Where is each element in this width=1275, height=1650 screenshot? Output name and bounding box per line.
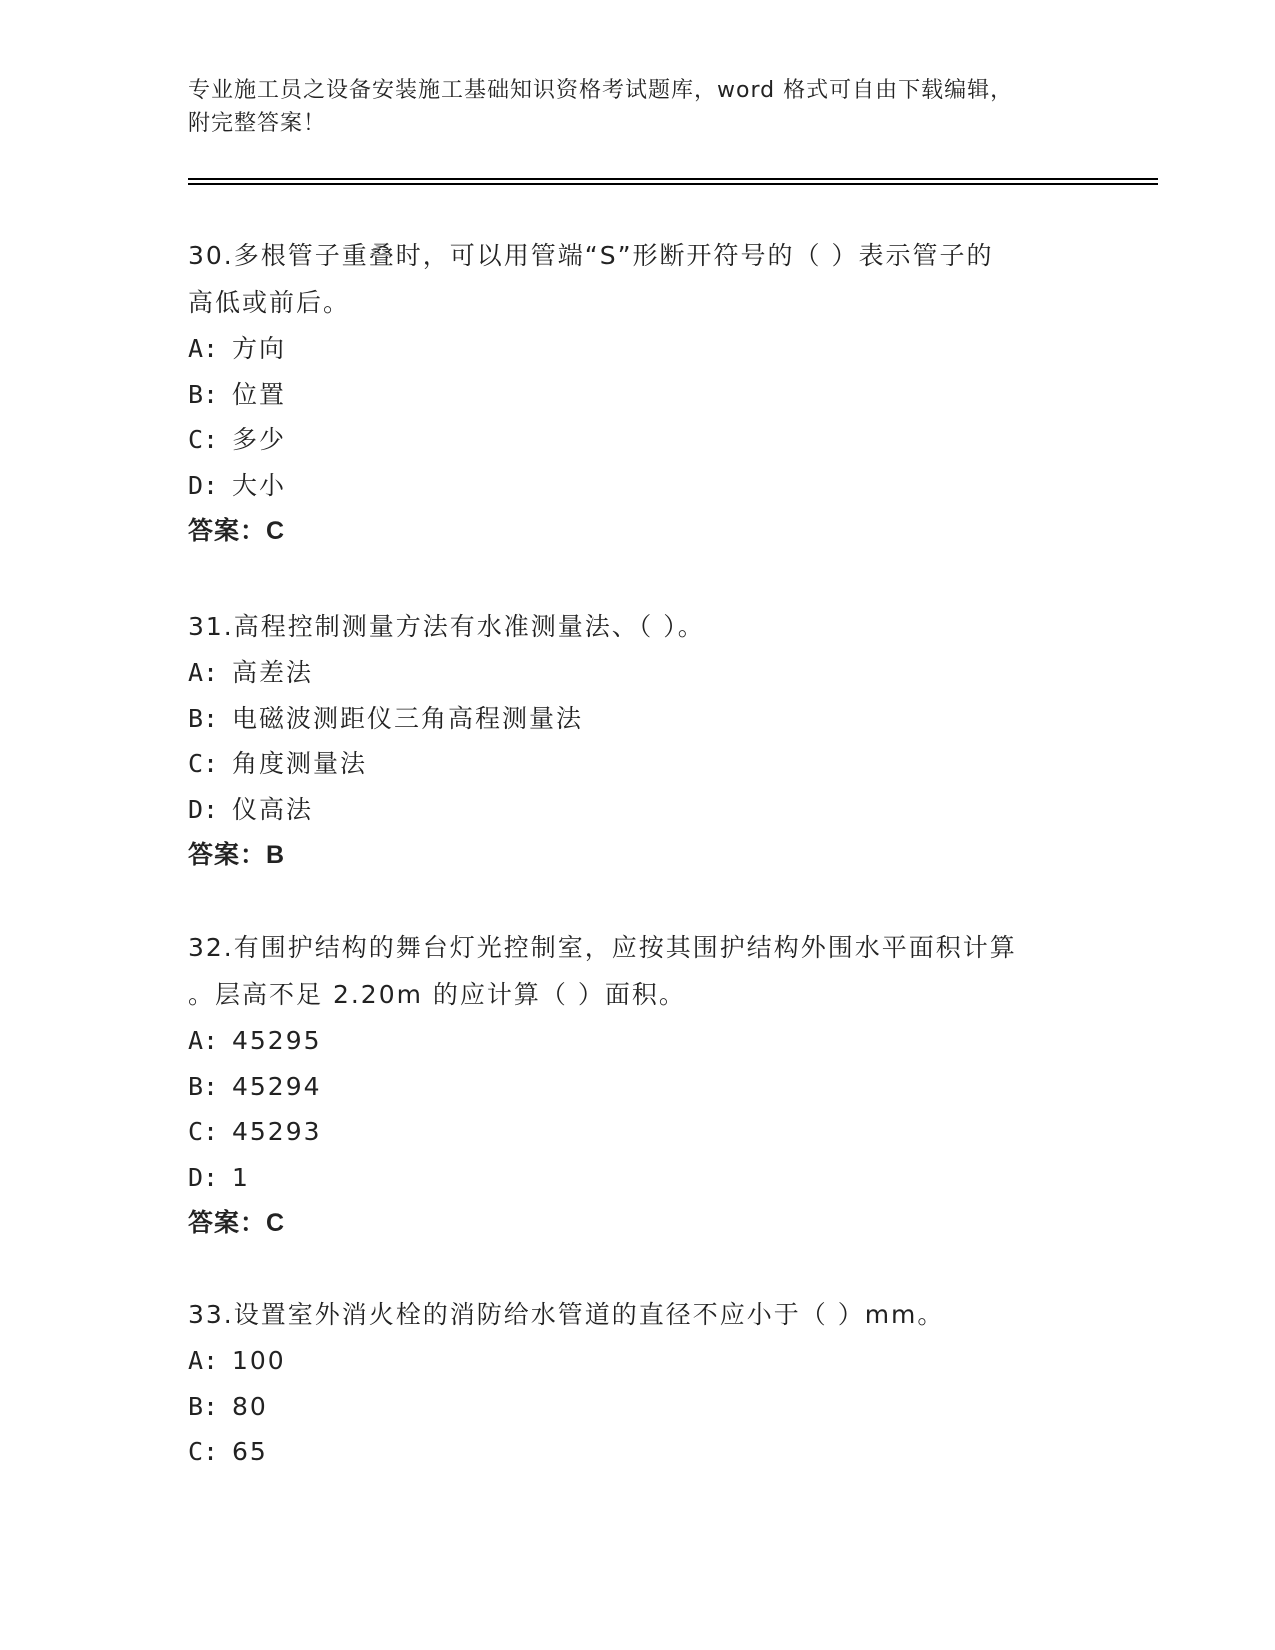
option-d (188, 787, 1088, 833)
option-text: 大小 (232, 470, 287, 500)
answer-label: 答案：C (188, 1209, 286, 1237)
option-text: 高差法 (232, 658, 314, 687)
option-letter: B: (188, 1391, 219, 1421)
option-letter: A: (188, 334, 219, 363)
document-header (188, 74, 1078, 140)
option-letter: C: (188, 425, 219, 454)
option-text: 45293 (232, 1117, 322, 1146)
option-a (188, 1018, 1088, 1064)
question-30 (188, 232, 1088, 554)
option-d (188, 1155, 1088, 1201)
option-letter: C: (188, 749, 219, 778)
option-c (188, 1109, 1088, 1155)
option-text: 位置 (232, 379, 287, 409)
option-letter: B: (188, 1071, 219, 1101)
option-c (188, 417, 1088, 463)
option-letter: C: (188, 1437, 219, 1466)
option-b (188, 1064, 1088, 1110)
question-stem: 32.有围护结构的舞台灯光控制室，应按其围护结构外围水平面积计算 (188, 933, 1017, 962)
option-text: 方向 (232, 334, 287, 363)
option-text: 角度测量法 (232, 749, 368, 778)
option-a (188, 650, 1088, 696)
option-a (188, 1338, 1088, 1384)
option-letter: D: (188, 1162, 219, 1192)
option-letter: B: (188, 703, 219, 733)
option-letter: A: (188, 1026, 219, 1055)
option-text: 多少 (232, 425, 287, 454)
option-text: 100 (232, 1346, 286, 1375)
option-b (188, 696, 1088, 742)
header-line-2: 附完整答案！ (188, 111, 327, 136)
question-33 (188, 1291, 1088, 1475)
header-line-1: 专业施工员之设备安装施工基础知识资格考试题库，word 格式可自由下载编辑， (188, 78, 1014, 103)
question-stem: 高低或前后。 (188, 288, 351, 317)
option-letter: B: (188, 379, 219, 409)
question-31 (188, 603, 1088, 878)
option-text: 45294 (232, 1071, 322, 1101)
option-b (188, 1384, 1088, 1430)
option-letter: A: (188, 1346, 219, 1375)
question-stem: 33.设置室外消火栓的消防给水管道的直径不应小于（ ）mm。 (188, 1300, 945, 1329)
question-stem: 。层高不足 2.20m 的应计算（ ）面积。 (188, 980, 686, 1009)
option-text: 电磁波测距仪三角高程测量法 (232, 703, 584, 733)
question-32 (188, 924, 1088, 1246)
question-stem: 30.多根管子重叠时，可以用管端“S”形断开符号的（ ）表示管子的 (188, 241, 994, 270)
option-letter: D: (188, 794, 219, 824)
option-text: 仪高法 (232, 794, 314, 824)
option-d (188, 463, 1088, 509)
answer-label: 答案：B (188, 841, 286, 869)
option-letter: A: (188, 658, 219, 687)
option-letter: C: (188, 1117, 219, 1146)
option-a (188, 326, 1088, 372)
question-stem: 31.高程控制测量方法有水准测量法、（ ）。 (188, 612, 705, 641)
option-c (188, 1429, 1088, 1475)
option-letter: D: (188, 470, 219, 500)
option-text: 80 (232, 1391, 268, 1421)
option-b (188, 372, 1088, 418)
option-text: 45295 (232, 1026, 322, 1055)
option-c (188, 741, 1088, 787)
answer-label: 答案：C (188, 517, 286, 545)
header-divider-top (188, 178, 1158, 180)
option-text: 1 (232, 1162, 250, 1192)
header-divider-bottom (188, 183, 1158, 185)
option-text: 65 (232, 1437, 268, 1466)
